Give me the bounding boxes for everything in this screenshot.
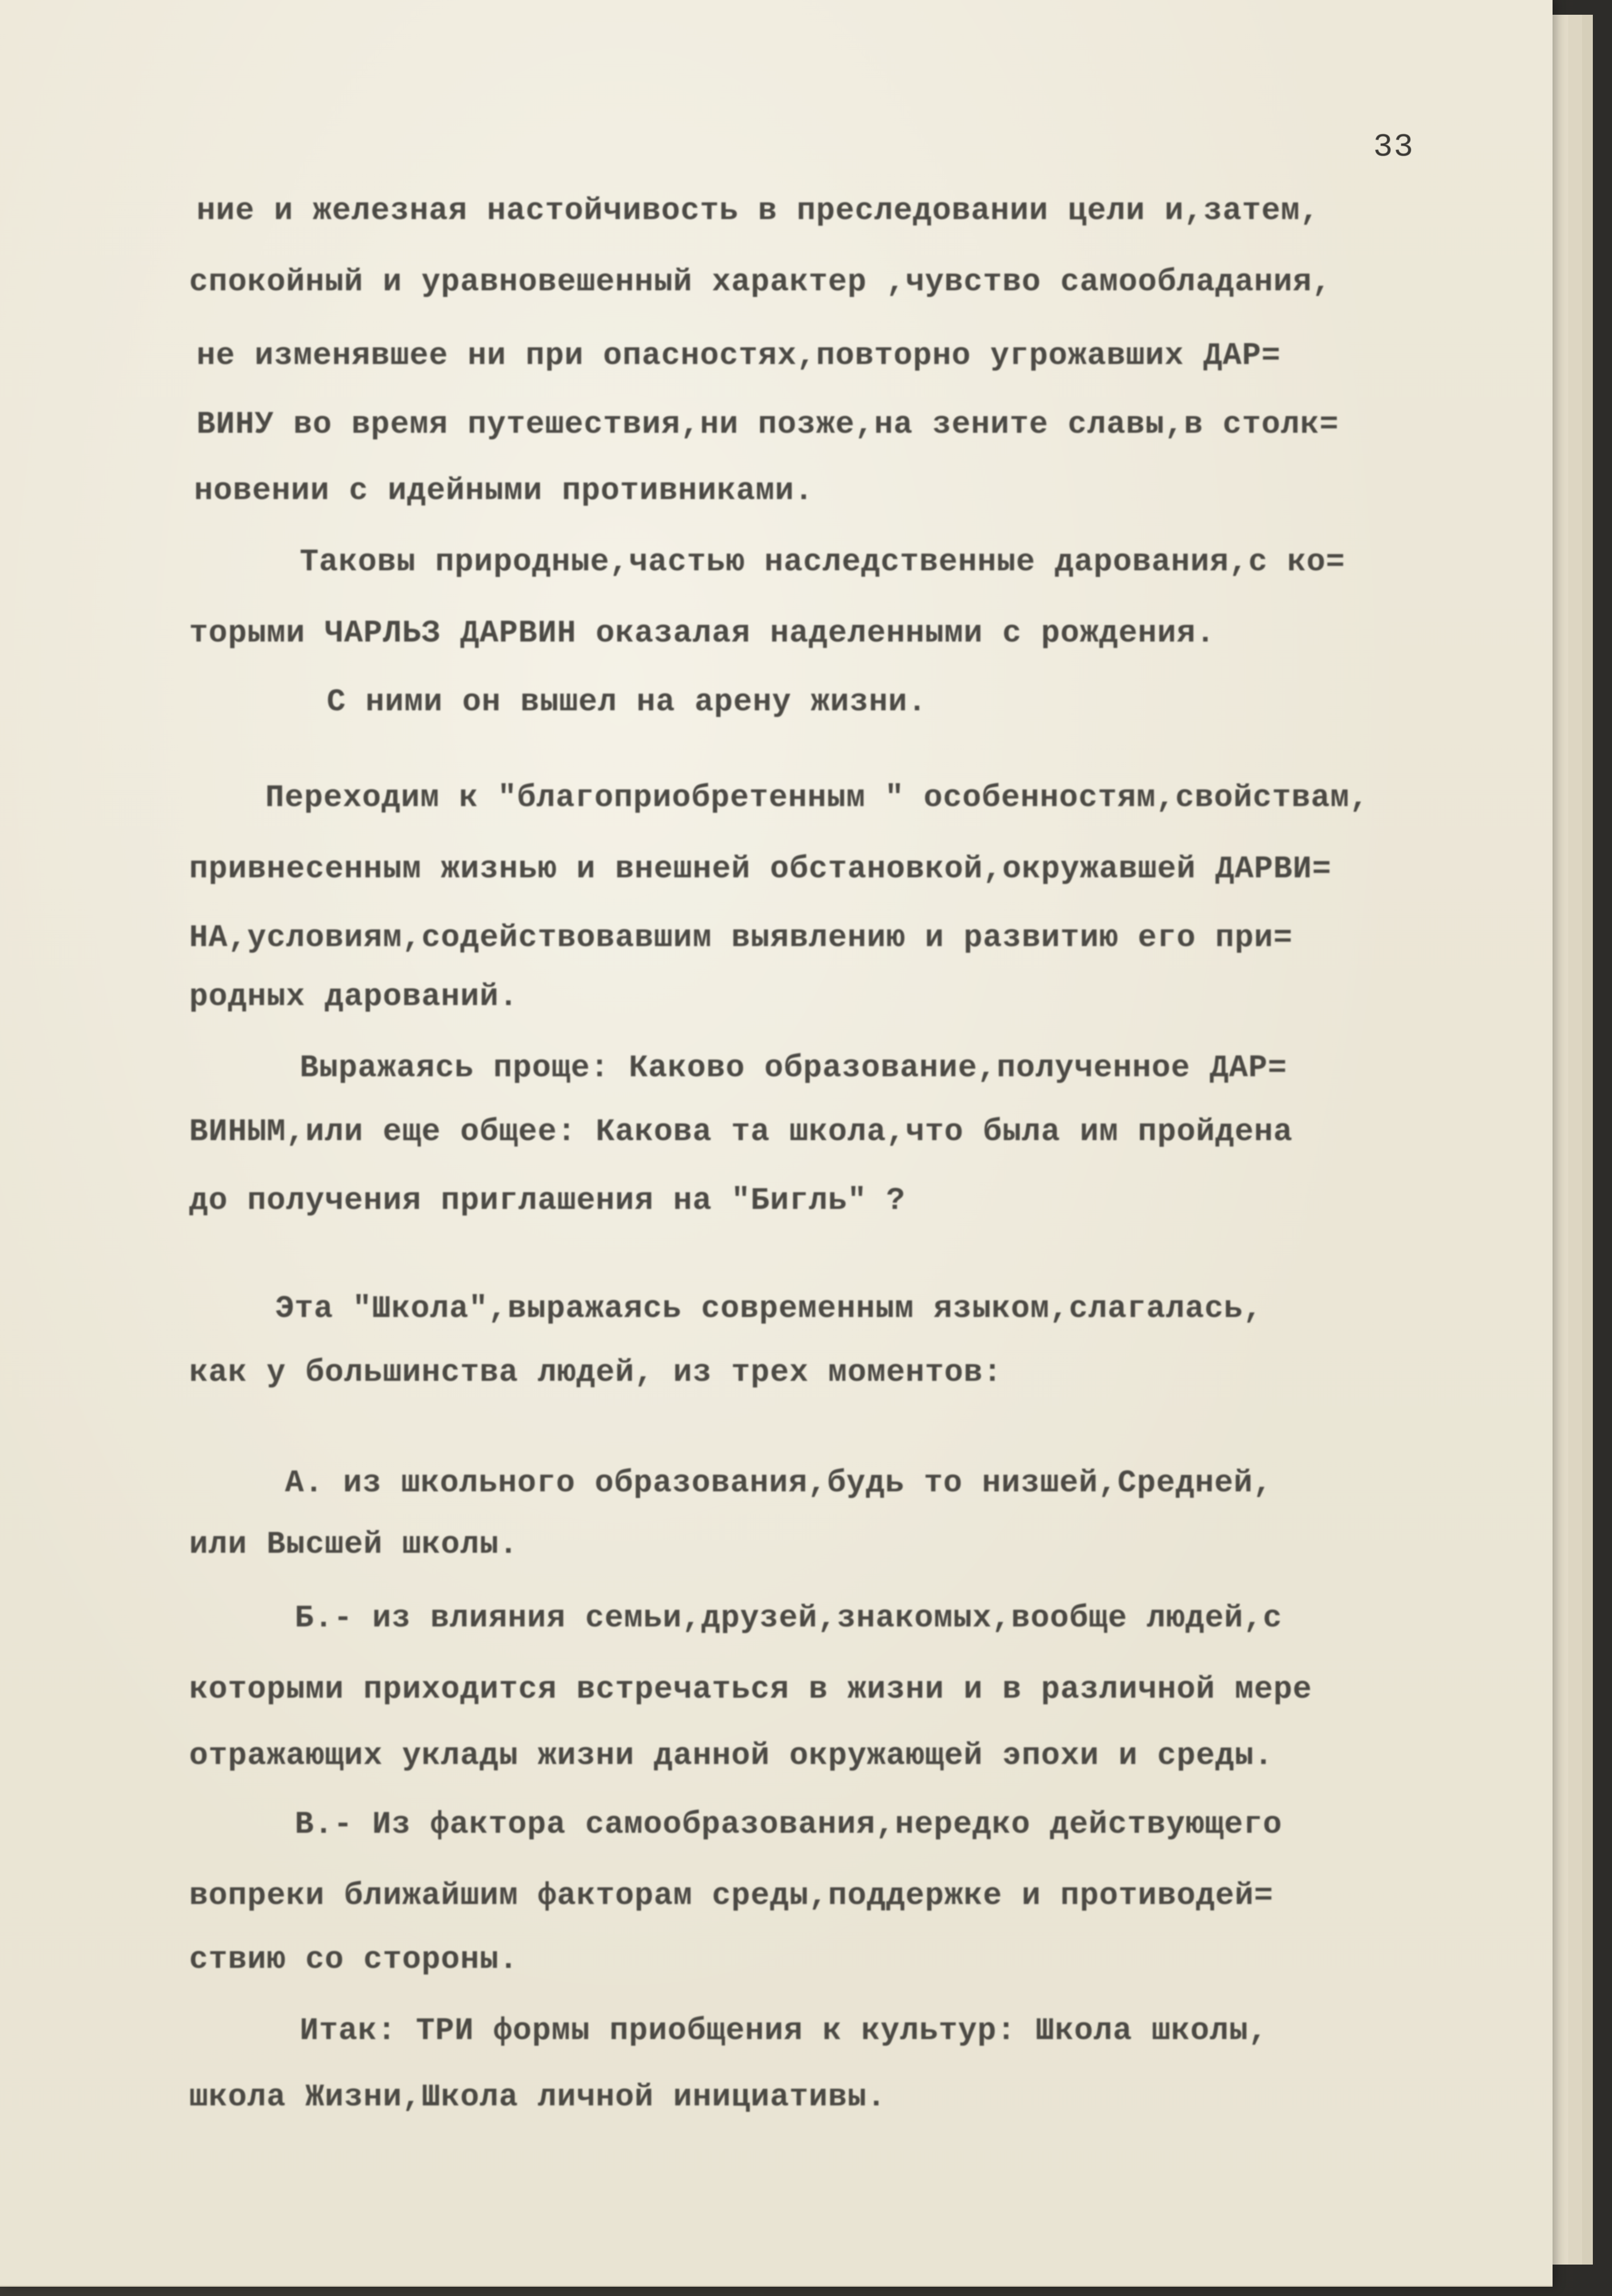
text-line: до получения приглашения на "Бигль" ?: [189, 1183, 906, 1219]
text-line: спокойный и уравновешенный характер ,чувство самообладания,: [189, 265, 1331, 300]
text-line: ВИНЫМ,или еще общее: Какова та школа,что была им пройдена: [189, 1115, 1293, 1150]
text-line: вопреки ближайшим факторам среды,поддержке и противодей=: [189, 1878, 1273, 1914]
text-line: родных дарований.: [189, 980, 518, 1015]
page-number: 33: [1373, 129, 1414, 166]
text-line: А. из школьного образования,будь то низшей,Средней,: [285, 1466, 1273, 1501]
text-line: С ними он вышел на арену жизни.: [327, 685, 927, 720]
text-line: торыми ЧАРЛЬЗ ДАРВИН оказалая наделенными с рождения.: [189, 616, 1216, 651]
text-line: привнесенным жизнью и внешней обстановкой,окружавшей ДАРВИ=: [189, 852, 1331, 887]
text-line: или Высшей школы.: [189, 1527, 518, 1563]
text-line: школа Жизни,Школа личной инициативы.: [189, 2080, 886, 2115]
text-line: новении с идейными противниками.: [194, 474, 814, 509]
text-line: Переходим к "благоприобретенным " особенностям,свойствам,: [265, 781, 1369, 816]
text-line: которыми приходится встречаться в жизни и в различной мере: [189, 1672, 1312, 1708]
text-line: Выражаясь проще: Каково образование,полученное ДАР=: [300, 1051, 1287, 1086]
text-line: Таковы природные,частью наследственные дарования,с ко=: [300, 545, 1345, 580]
text-line: ствию со стороны.: [189, 1942, 518, 1978]
text-line: ние и железная настойчивость в преследовании цели и,затем,: [197, 194, 1320, 229]
text-line: Эта "Школа",выражаясь современным языком,слагалась,: [275, 1291, 1263, 1327]
text-line: В.- Из фактора самообразования,нередко действующего: [295, 1807, 1282, 1843]
text-line: НА,условиям,содействовавшим выявлению и развитию его при=: [189, 921, 1293, 956]
text-line: не изменявшее ни при опасностях,повторно угрожавших ДАР=: [197, 338, 1281, 374]
text-line: отражающих уклады жизни данной окружающей эпохи и среды.: [189, 1738, 1273, 1774]
text-line: ВИНУ во время путешествия,ни позже,на зените славы,в столк=: [197, 407, 1339, 443]
text-line: Итак: ТРИ формы приобщения к культур: Школа школы,: [300, 2014, 1268, 2049]
text-line: Б.- из влияния семьи,друзей,знакомых,вообще людей,с: [295, 1601, 1282, 1636]
text-line: как у большинства людей, из трех моментов:: [189, 1355, 1003, 1391]
